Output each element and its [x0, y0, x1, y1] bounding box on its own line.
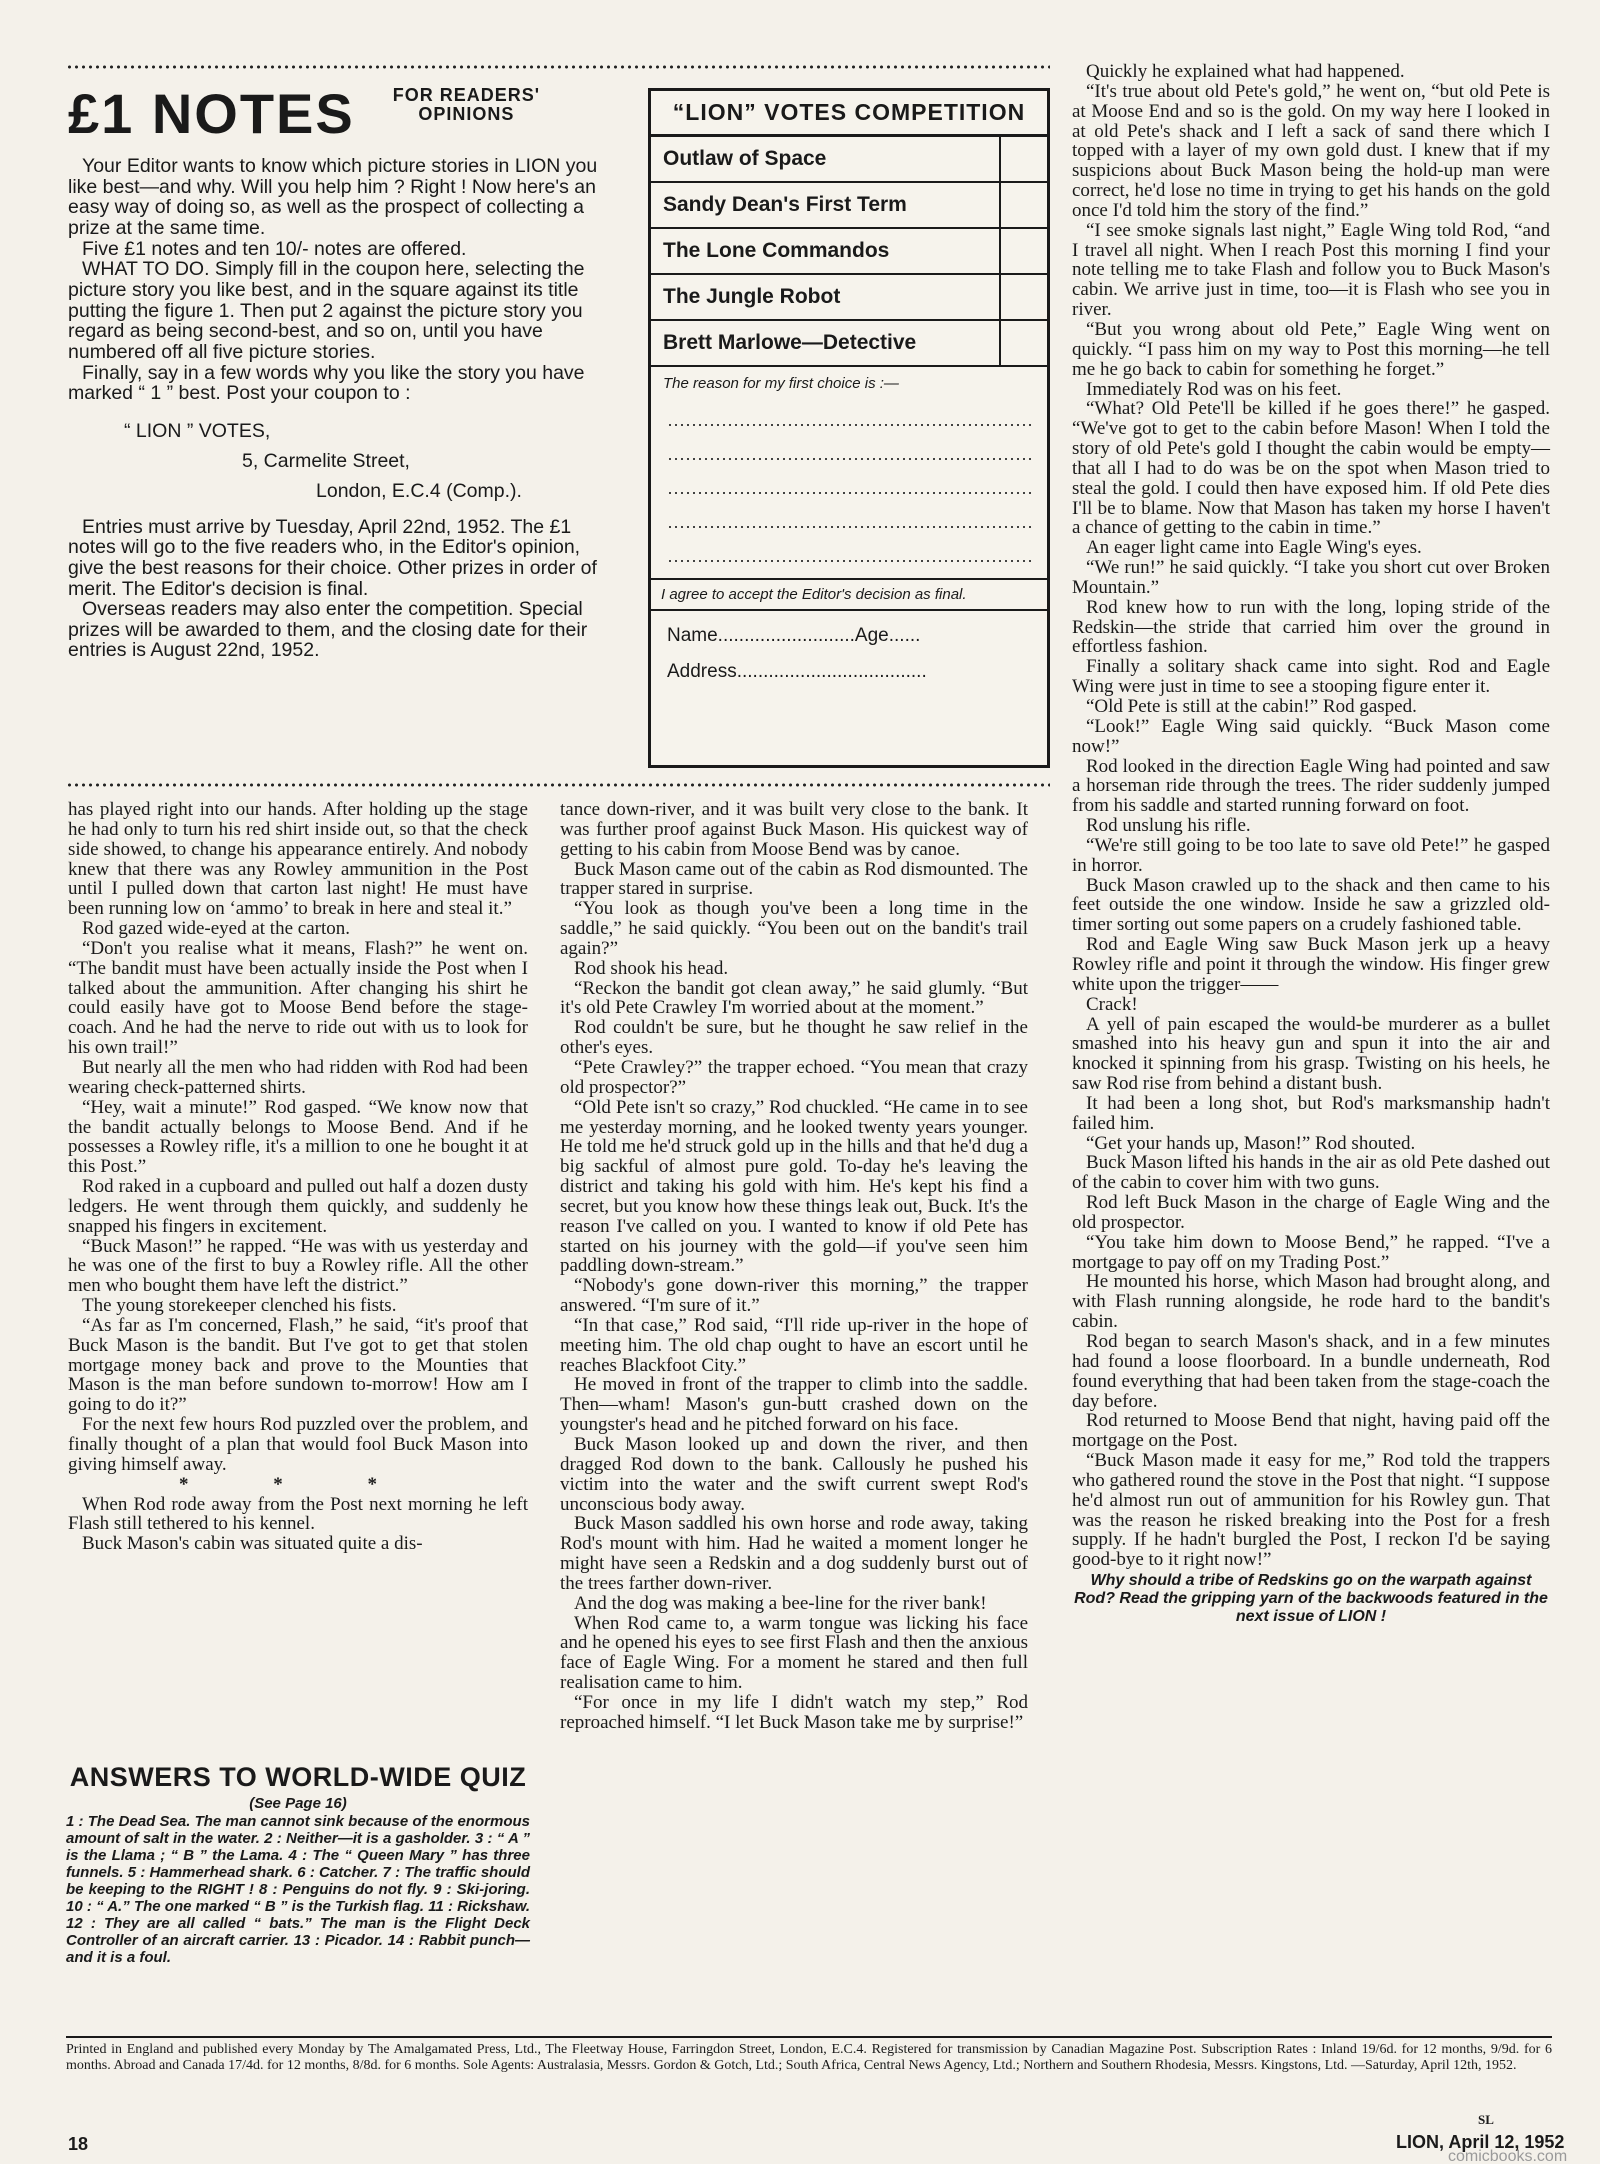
vote-row: [651, 229, 1047, 275]
vote-row: [651, 275, 1047, 321]
story-paragraph: Buck Mason's cabin was situated quite a dis-: [82, 1533, 423, 1555]
story-paragraph: Rod knew how to run with the long, loping stride of the Redskin—the stride that carried him over the ground in effortless fashion.: [1072, 596, 1550, 658]
page-number: 18: [68, 2134, 89, 2154]
story-column-1: [68, 800, 528, 1554]
story-column-3: [1072, 62, 1550, 1626]
story-paragraph: Rod gazed wide-eyed at the carton.: [82, 918, 350, 940]
agree-statement: I agree to accept the Editor's decision as final.: [651, 578, 1047, 611]
story-paragraph: Rod raked in a cupboard and pulled out half a dozen dusty ledgers. He went through them quickly, and suddenly he snapped his fingers in excitement.: [68, 1176, 528, 1237]
story-paragraph: But nearly all the men who had ridden with Rod had been wearing check-patterned shirts.: [68, 1056, 528, 1098]
reason-line[interactable]: [667, 498, 1031, 532]
notes-paragraph: Overseas readers may also enter the competition. Special prizes will be awarded to them, and the closing date for their entries is August 22nd, 1952.: [68, 598, 588, 662]
story-paragraph: Buck Mason crawled up to the shack and then came to his feet outside the one window. Inside he saw a grizzled old-timer sorting out some papers on a crudely fashioned table.: [1072, 874, 1550, 936]
notes-subtitle-line2: OPINIONS: [418, 104, 515, 125]
story-paragraph: “It's true about old Pete's gold,” he went on, “but old Pete is at Moose End and so is the gold. On my way here I looked in at old Pete's shack and I left a sack of sand there which I topped with a layer of my own gold dust. I knew that if my suspicions about Buck Mason being the hold-up man were correct, he'd lose no time in trying to get his hands on the gold once I'd told him the story of the find.”: [1072, 80, 1550, 221]
notes-paragraph: Five £1 notes and ten 10/- notes are offered.: [82, 237, 467, 260]
story-column-2: [560, 800, 1028, 1733]
reason-line[interactable]: [667, 532, 1031, 566]
story-paragraph: “Pete Crawley?” the trapper echoed. “You mean that crazy old prospector?”: [560, 1056, 1028, 1098]
votes-coupon: [648, 88, 1050, 768]
notes-paragraph: Finally, say in a few words why you like the story you have marked “ 1 ” best. Post your coupon to :: [68, 361, 585, 405]
issue-date: LION, April 12, 1952: [1396, 2132, 1565, 2152]
story-name: Sandy Dean's First Term: [651, 183, 1001, 227]
address-line: “ LION ” VOTES,: [124, 419, 271, 442]
story-paragraph: “Nobody's gone down-river this morning,” the trapper answered. “I'm sure of it.”: [560, 1275, 1028, 1317]
story-paragraph: Buck Mason lifted his hands in the air as old Pete dashed out of the cabin to cover him with two guns.: [1072, 1152, 1550, 1194]
story-paragraph: tance down-river, and it was built very close to the bank. It was further proof against Buck Mason. His quickest way of getting to his cabin from Moose Bend was by canoe.: [560, 799, 1028, 860]
story-name: The Lone Commandos: [651, 229, 1001, 273]
story-paragraph: He moved in front of the trapper to climb into the saddle. Then—wham! Mason's gun-butt crashed down on the youngster's head and he pitched forward on his face.: [560, 1374, 1028, 1436]
story-paragraph: “Get your hands up, Mason!” Rod shouted.: [1086, 1132, 1416, 1154]
vote-row: [651, 321, 1047, 367]
story-paragraph: It had been a long shot, but Rod's marksmanship hadn't failed him.: [1072, 1092, 1550, 1134]
reason-line[interactable]: [667, 464, 1031, 498]
quiz-answers: 1 : The Dead Sea. The man cannot sink because of the enormous amount of salt in the water. 2 : Neither—it is a gasholder. 3 : “ A ” is the Llama ; “ B ” the Lama. 4 : The “ Queen Mary ” has three funnels. 5 : Hammerhead shark. 6 : Catcher. 7 : The traffic should be keeping to the RIGHT ! 8 : Penguins do not fly. 9 : Ski-joring. 10 : “ A.” The one marked “ B ” is the Turkish flag. 11 : Rickshaw. 12 : They are all called “ bats.” The man is the Flight Deck Controller of an aircraft carrier. 13 : Picador. 14 : Rabbit punch—and it is a foul.: [66, 1813, 530, 1966]
story-paragraph: Rod looked in the direction Eagle Wing had pointed and saw a horseman ride through the trees. The rider suddenly jumped from his saddle and started running forward on foot.: [1072, 755, 1550, 817]
story-paragraph: “You take him down to Moose Bend,” he rapped. “I've a mortgage to pay off on my Trading Post.”: [1072, 1231, 1550, 1273]
address-line: London, E.C.4 (Comp.).: [316, 480, 522, 503]
quiz-title: ANSWERS TO WORLD-WIDE QUIZ: [69, 1762, 527, 1792]
middle-dotted-rule: [66, 782, 1050, 788]
story-paragraph: Buck Mason saddled his own horse and rode away, taking Rod's mount with him. Had he waited a moment longer he might have seen a Redskin and a dog suddenly burst out of the trees farther down-river.: [560, 1513, 1028, 1594]
story-paragraph: An eager light came into Eagle Wing's eyes.: [1086, 537, 1422, 559]
vote-square[interactable]: [1001, 275, 1047, 319]
address-line: 5, Carmelite Street,: [242, 450, 410, 473]
story-name: Brett Marlowe—Detective: [651, 321, 1001, 365]
reason-line[interactable]: [667, 396, 1031, 430]
story-paragraph: Crack!: [1086, 993, 1138, 1015]
section-break-stars: * * *: [179, 1473, 417, 1495]
story-paragraph: “Don't you realise what it means, Flash?” he went on. “The bandit must have been actually inside the Post when I talked about the ammunition. After changing his shirt he could easily have got to Moose Bend before the stage-coach. And he had the nerve to ride out with us to look for his own trail!”: [68, 937, 528, 1059]
vote-square[interactable]: [1001, 229, 1047, 273]
site-watermark: comicbooks.com: [1448, 2148, 1568, 2164]
story-paragraph: “Hey, wait a minute!” Rod gasped. “We know now that the bandit actually belongs to Moose Bend. And if he possesses a Rowley rifle, it's a million to one he bought it at this Post.”: [68, 1096, 528, 1178]
story-paragraph: Finally a solitary shack came into sight. Rod and Eagle Wing were just in time to see a stooping figure enter it.: [1072, 656, 1550, 698]
story-name: Outlaw of Space: [651, 137, 1001, 181]
vote-square[interactable]: [1001, 183, 1047, 227]
quiz-answers-box: [66, 1762, 530, 1966]
story-paragraph: has played right into our hands. After holding up the stage he had only to turn his red shirt inside out, so that the check side showed, to change his appearance entirely. And nobody knew that there was any Rowley ammunition in the Post until I pulled down that carton last night! He must have been running low on ‘ammo’ to break in here and steal it.”: [68, 799, 528, 920]
story-paragraph: “Old Pete is still at the cabin!” Rod gasped.: [1086, 696, 1417, 717]
story-paragraph: “Look!” Eagle Wing said quickly. “Buck Mason come now!”: [1072, 715, 1550, 757]
notes-subtitle: [393, 86, 540, 124]
story-paragraph: Rod unslung his rifle.: [1086, 815, 1251, 837]
story-paragraph: Rod couldn't be sure, but he thought he saw relief in the other's eyes.: [560, 1017, 1028, 1059]
story-paragraph: Buck Mason looked up and down the river, and then dragged Rod down to the bank. Callously he pushed his victim into the water and the swift current swept Rod's unconscious body away.: [560, 1434, 1028, 1515]
top-dotted-rule: [66, 64, 1050, 70]
address-field[interactable]: Address....................................: [667, 661, 927, 682]
story-paragraph: “For once in my life I didn't watch my step,” Rod reproached himself. “I let Buck Mason take me by surprise!”: [560, 1691, 1028, 1733]
vote-row: [651, 137, 1047, 183]
reason-label: The reason for my first choice is :—: [663, 375, 899, 392]
story-paragraph: Rod shook his head.: [574, 957, 729, 979]
story-paragraph: “We're still going to be too late to save old Pete!” he gasped in horror.: [1072, 834, 1550, 876]
story-paragraph: “Reckon the bandit got clean away,” he said glumly. “But it's old Pete Crawley I'm worried about at the moment.”: [560, 977, 1028, 1019]
notes-paragraph: WHAT TO DO. Simply fill in the coupon here, selecting the picture story you like best, and in the square against its title putting the figure 1. Then put 2 against the picture story you regard as being second-best, and so on, until you have numbered off all five picture stories.: [68, 258, 585, 363]
story-paragraph: “Buck Mason made it easy for me,” Rod told the trappers who gathered round the stove in the Post that night. “I suppose he'd almost run out of ammunition for his Rowley gun. That was the reason he risked breaking into the Post for a fresh supply. If he hadn't burgled the Post, I reckon I'd be saying good-bye to it right now!”: [1072, 1450, 1550, 1571]
next-issue-teaser: Why should a tribe of Redskins go on the warpath against Rod? Read the gripping yarn of the backwoods featured in the next issue of LION !: [1074, 1572, 1548, 1625]
notes-header: [68, 82, 600, 145]
story-paragraph: Rod began to search Mason's shack, and in a few minutes had found a loose floorboard. In a bundle underneath, Rod found everything that had been taken from the stage-coach the day before.: [1072, 1331, 1550, 1412]
print-code: SL: [1478, 2112, 1494, 2127]
story-paragraph: When Rod came to, a warm tongue was licking his face and he opened his eyes to see first Flash and then the anxious face of Eagle Wing. For a moment he stared and then full realisation came to him.: [560, 1612, 1028, 1694]
notes-paragraph: Entries must arrive by Tuesday, April 22nd, 1952. The £1 notes will go to the five readers who, in the Editor's opinion, give the best reasons for their choice. Other prizes in order of merit. The Editor's decision is final.: [68, 515, 597, 600]
story-paragraph: “Old Pete isn't so crazy,” Rod chuckled. “He came in to see me yesterday morning, and he looked twenty years younger. He told me he'd struck gold up in the hills and that he'd dug a big sackful of almost pure gold. To-day he's leaving the district and taking his gold with him. He's kept his find a secret, but you know how these things leak out, Buck. It's the reason I've called on you. I wanted to know if old Pete has started on his journey with the gold—if you've seen him paddling down-stream.”: [560, 1096, 1028, 1277]
notes-title: £1 NOTES: [68, 82, 355, 145]
story-paragraph: Rod and Eagle Wing saw Buck Mason jerk up a heavy Rowley rifle and point it through the window. His finger grew white upon the trigger——: [1072, 934, 1550, 995]
notes-subtitle-line1: FOR READERS': [392, 85, 541, 106]
story-paragraph: “We run!” he said quickly. “I take you short cut over Broken Mountain.”: [1072, 557, 1550, 598]
story-paragraph: “In that case,” Rod said, “I'll ride up-river in the hope of meeting him. The old chap ought to have an escort until he reaches Blackfoot City.”: [560, 1314, 1028, 1376]
story-paragraph: When Rod rode away from the Post next morning he left Flash still tethered to his kennel.: [68, 1493, 528, 1535]
story-paragraph: The young storekeeper clenched his fists.: [82, 1295, 397, 1317]
notes-section: [68, 82, 600, 662]
story-paragraph: “What? Old Pete'll be killed if he goes there!” he gasped. “We've got to get to the cabin before Mason! When I told the story of old Pete's gold I thought the cabin would be empty—that all I had to do was be on the spot when Mason tried to steal the gold. I could then have exposed him. If old Pete dies I'll be to blame. Now that Mason has taken my horse I haven't a chance of getting to the cabin in time.”: [1072, 398, 1550, 539]
story-paragraph: Quickly he explained what had happened.: [1086, 61, 1405, 82]
story-paragraph: Buck Mason came out of the cabin as Rod dismounted. The trapper stared in surprise.: [560, 858, 1028, 900]
story-paragraph: Rod left Buck Mason in the charge of Eagle Wing and the old prospector.: [1072, 1192, 1550, 1233]
reason-line[interactable]: [667, 430, 1031, 464]
vote-square[interactable]: [1001, 321, 1047, 365]
story-name: The Jungle Robot: [651, 275, 1001, 319]
vote-square[interactable]: [1001, 137, 1047, 181]
notes-paragraph: Your Editor wants to know which picture stories in LION you like best—and why. Will you help him ? Right ! Now here's an easy way of doing so, as well as the prospect of collecting a prize at the same time.: [68, 155, 598, 239]
story-paragraph: Rod returned to Moose Bend that night, having paid off the mortgage on the Post.: [1072, 1410, 1550, 1452]
quiz-subtitle: (See Page 16): [249, 1795, 347, 1812]
story-paragraph: “As far as I'm concerned, Flash,” he said, “it's proof that Buck Mason is the bandit. But I've got to get that stolen mortgage money back and prove to the Mounties that Mason is the man before sundown to-morrow! How am I going to do it?”: [68, 1314, 528, 1416]
story-paragraph: “But you wrong about old Pete,” Eagle Wing went on quickly. “I pass him on my way to Post this morning—he tell me he go back to cabin for something he forget.”: [1072, 318, 1550, 380]
coupon-title: “LION” VOTES COMPETITION: [651, 91, 1047, 137]
story-paragraph: “Buck Mason!” he rapped. “He was with us yesterday and he was one of the first to buy a Rowley rifle. All the other men who bought them have left the district.”: [68, 1235, 528, 1297]
story-paragraph: And the dog was making a bee-line for the river bank!: [574, 1592, 987, 1614]
story-paragraph: Immediately Rod was on his feet.: [1086, 378, 1342, 400]
vote-row: [651, 183, 1047, 229]
postal-address: [68, 416, 600, 507]
printer-imprint: Printed in England and published every Monday by The Amalgamated Press, Ltd., The Fleetway House, Farringdon Street, London, E.C.4. Registered for transmission by Canadian Magazine Post. Subscription Rates : Inland 19/6d. for 12 months, 9/9d. for 6 months. Abroad and Canada 17/4d. for 12 months, 8/8d. for 6 months. Sole Agents: Australasia, Messrs. Gordon & Gotch, Ltd.; South Africa, Central News Agency, Ltd.; Northern and Southern Rhodesia, Messrs. Kingstons, Ltd. —Saturday, April 12th, 1952.: [66, 2036, 1552, 2074]
story-paragraph: A yell of pain escaped the would-be murderer as a bullet smashed into his heavy gun and spun it into the air and knocked it spinning from his grasp. Twisting on his heels, he saw Rod rise from behind a distant bush.: [1072, 1013, 1550, 1095]
story-paragraph: He mounted his horse, which Mason had brought along, and with Flash running alongside, he rode hard to the bandit's cabin.: [1072, 1271, 1550, 1333]
story-paragraph: For the next few hours Rod puzzled over the problem, and finally thought of a plan that would fool Buck Mason into giving himself away.: [68, 1414, 528, 1475]
name-age-field[interactable]: Name..........................Age......: [667, 625, 921, 646]
story-paragraph: “You look as though you've been a long time in the saddle,” he said quickly. “You been out on the bandit's trail again?”: [560, 898, 1028, 959]
story-paragraph: “I see smoke signals last night,” Eagle Wing told Rod, “and I travel all night. When I reach Post this morning I find your note telling me to take Flash and follow you to Buck Mason's cabin. We arrive just in time, too—it is Flash who see you in river.: [1072, 219, 1550, 321]
